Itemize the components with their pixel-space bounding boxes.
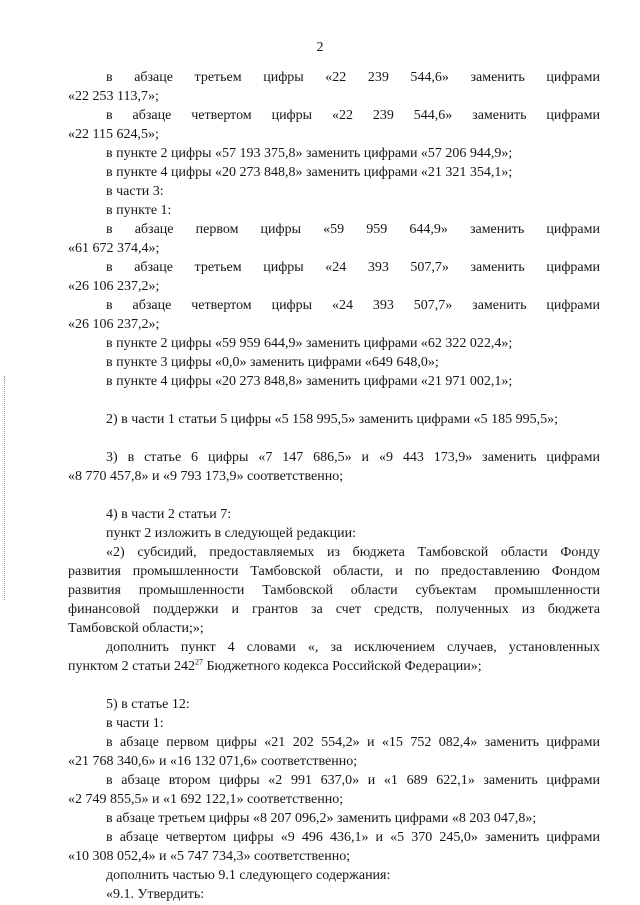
text-line: в абзаце третьем цифры «8 207 096,2» заменить цифрами «8 203 047,8»; [106,811,537,826]
text-line: в абзаце четвертом цифры «24 393 507,7» заменить цифрами [106,298,600,313]
text-line: «8 770 457,8» и «9 793 173,9» соответственно; [68,469,344,484]
text-line: развития промышленности Тамбовской области субъектам промышленности [68,583,600,598]
text-line: «22 253 113,7»; [68,89,159,104]
text-line: в пункте 4 цифры «20 273 848,8» заменить цифрами «21 321 354,1»; [106,165,513,180]
text-line: «21 768 340,6» и «16 132 071,6» соответственно; [68,754,358,769]
text-line: в абзаце четвертом цифры «22 239 544,6» заменить цифрами [106,108,600,123]
text-line: «26 106 237,2»; [68,279,160,294]
sup-line-before: пунктом 2 статьи 242 [68,659,195,674]
text-line: в пункте 3 цифры «0,0» заменить цифрами «649 648,0»; [106,355,439,370]
text-line: 2) в части 1 статьи 5 цифры «5 158 995,5» заменить цифрами «5 185 995,5»; [106,412,558,427]
text-line: в пункте 1: [106,203,172,218]
text-line: в абзаце втором цифры «2 991 637,0» и «1 689 622,1» заменить цифрами [106,773,600,788]
text-line: 4) в части 2 статьи 7: [106,507,232,522]
text-line: в части 1: [106,716,164,731]
text-line-superscript [68,657,600,676]
text-line: в пункте 2 цифры «57 193 375,8» заменить цифрами «57 206 944,9»; [106,146,513,161]
text-line: в абзаце первом цифры «21 202 554,2» и «15 752 082,4» заменить цифрами [106,735,600,750]
text-line: 3) в статье 6 цифры «7 147 686,5» и «9 443 173,9» заменить цифрами [106,450,600,465]
text-line: «2) субсидий, предоставляемых из бюджета Тамбовской области Фонду [106,545,600,560]
text-line: пункт 2 изложить в следующей редакции: [106,526,356,541]
text-line: 5) в статье 12: [106,697,190,712]
text-line: «26 106 237,2»; [68,317,160,332]
text-line: финансовой поддержки и грантов за счет средств, полученных из бюджета [68,602,600,617]
text-line: развития промышленности Тамбовской области, и по предоставлению Фондом [68,564,600,579]
text-line: в абзаце четвертом цифры «9 496 436,1» и «5 370 245,0» заменить цифрами [106,830,600,845]
text-line: в абзаце третьем цифры «24 393 507,7» заменить цифрами [106,260,600,275]
text-line: «61 672 374,4»; [68,241,160,256]
sup-line-after: Бюджетного кодекса Российской Федерации»; [202,659,482,674]
text-line: дополнить пункт 4 словами «, за исключением случаев, установленных [106,640,600,655]
text-line: «2 749 855,5» и «1 692 122,1» соответственно; [68,792,344,807]
page-number: 2 [316,40,324,55]
text-line: Тамбовской области;»; [68,621,204,636]
text-line: «9.1. Утвердить: [106,887,205,902]
text-line: «10 308 052,4» и «5 747 734,3» соответственно; [68,849,351,864]
text-line: в пункте 2 цифры «59 959 644,9» заменить цифрами «62 322 022,4»; [106,336,513,351]
text-line: в пункте 4 цифры «20 273 848,8» заменить цифрами «21 971 002,1»; [106,374,513,389]
text-line: дополнить частью 9.1 следующего содержания: [106,868,391,883]
text-line: в части 3: [106,184,164,199]
article-superscript: 27 [194,657,203,667]
text-line: в абзаце третьем цифры «22 239 544,6» заменить цифрами [106,70,600,85]
text-line: «22 115 624,5»; [68,127,159,142]
scan-margin-mark [4,376,6,600]
text-line: в абзаце первом цифры «59 959 644,9» заменить цифрами [106,222,600,237]
